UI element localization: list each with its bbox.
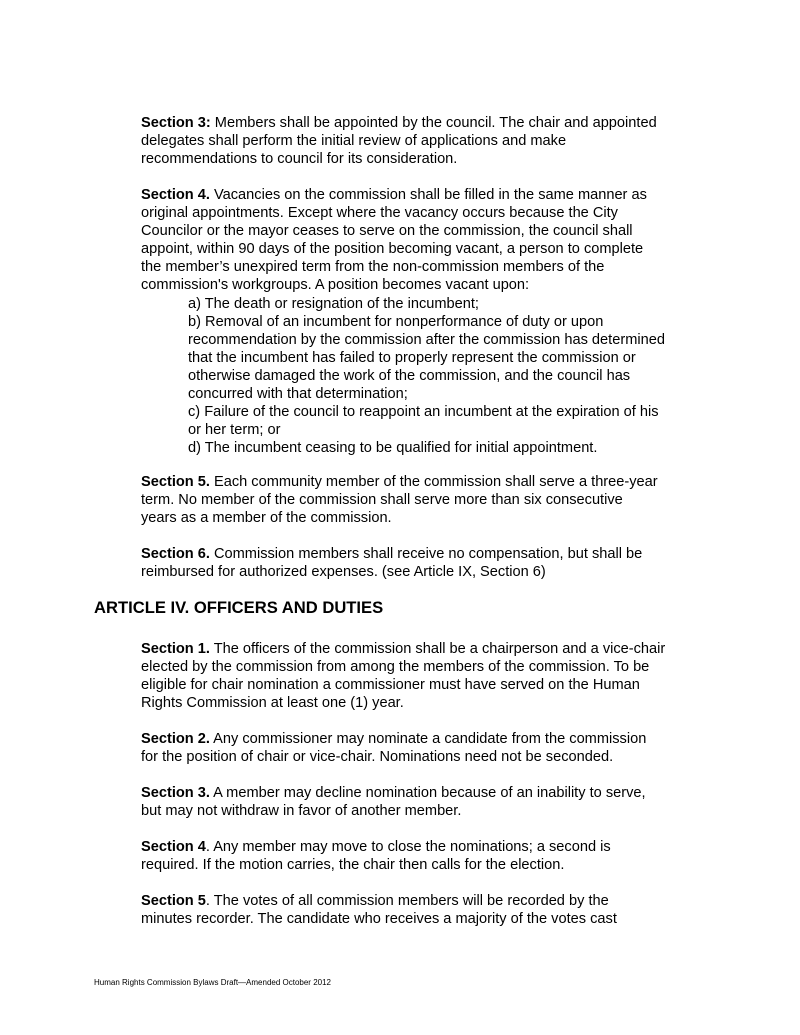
section-text: commission's workgroups. A position becomes vacant upon: bbox=[141, 277, 530, 294]
page-footer: Human Rights Commission Bylaws Draft—Amended October 2012 bbox=[94, 978, 331, 987]
section-text: delegates shall perform the initial review of applications and make bbox=[141, 133, 567, 150]
section-label: Section 5. bbox=[141, 474, 210, 490]
section-text: Vacancies on the commission shall be filled in the same manner as bbox=[209, 187, 647, 203]
article-4-section-1-officers bbox=[141, 640, 721, 712]
vacancy-list-item: b) Removal of an incumbent for nonperformance of duty or upon bbox=[188, 313, 604, 330]
section-text: original appointments. Except where the vacancy occurs because the City bbox=[141, 205, 618, 222]
vacancy-list-item: recommendation by the commission after the commission has determined bbox=[188, 331, 665, 348]
vacancy-list-item: c) Failure of the council to reappoint an incumbent at the expiration of his bbox=[188, 404, 659, 421]
section-text: minutes recorder. The candidate who receives a majority of the votes cast bbox=[141, 911, 617, 928]
article-4-section-4-close-nominations bbox=[141, 838, 721, 874]
section-text: Members shall be appointed by the council. The chair and appointed bbox=[210, 115, 657, 131]
vacancy-list-item: a) The death or resignation of the incumbent; bbox=[188, 295, 479, 312]
section-text: eligible for chair nomination a commissioner must have served on the Human bbox=[141, 677, 640, 694]
article-4-section-3-decline bbox=[141, 784, 721, 820]
section-text: years as a member of the commission. bbox=[141, 510, 392, 527]
section-label: Section 4. bbox=[141, 187, 210, 203]
section-text: the member’s unexpired term from the non-commission members of the bbox=[141, 259, 605, 276]
vacancy-list-item: that the incumbent has failed to properly represent the commission or bbox=[188, 349, 636, 366]
section-label: Section 3: bbox=[141, 115, 211, 131]
section-text: reimbursed for authorized expenses. (see Article IX, Section 6) bbox=[141, 564, 546, 581]
article-4-heading: ARTICLE IV. OFFICERS AND DUTIES bbox=[94, 598, 384, 617]
section-text: Any commissioner may nominate a candidate from the commission bbox=[209, 731, 647, 747]
section-label: Section 6. bbox=[141, 546, 210, 562]
section-text: Each community member of the commission shall serve a three-year bbox=[209, 474, 658, 490]
section-text: but may not withdraw in favor of another member. bbox=[141, 803, 462, 820]
vacancy-list-item: d) The incumbent ceasing to be qualified for initial appointment. bbox=[188, 440, 598, 457]
section-text: Rights Commission at least one (1) year. bbox=[141, 695, 404, 712]
section-3-appointments bbox=[141, 114, 721, 168]
section-text: appoint, within 90 days of the position becoming vacant, a person to complete bbox=[141, 241, 644, 258]
section-text: for the position of chair or vice-chair. Nominations need not be seconded. bbox=[141, 749, 614, 766]
article-4-section-2-nominations bbox=[141, 730, 721, 766]
section-6-compensation bbox=[141, 545, 721, 581]
section-text: The officers of the commission shall be a chairperson and a vice-chair bbox=[209, 641, 666, 657]
section-5-terms bbox=[141, 473, 721, 527]
section-text: term. No member of the commission shall serve more than six consecutive bbox=[141, 492, 623, 509]
section-text: . Any member may move to close the nominations; a second is bbox=[205, 839, 611, 855]
section-text: recommendations to council for its consideration. bbox=[141, 151, 458, 168]
article-4-section-5-votes bbox=[141, 892, 721, 928]
section-text: A member may decline nomination because of an inability to serve, bbox=[209, 785, 646, 801]
section-label: Section 5 bbox=[141, 893, 206, 909]
section-label: Section 4 bbox=[141, 839, 206, 855]
section-label: Section 3. bbox=[141, 785, 210, 801]
section-text: . The votes of all commission members will be recorded by the bbox=[205, 893, 609, 909]
section-text: Commission members shall receive no compensation, but shall be bbox=[209, 546, 643, 562]
section-text: required. If the motion carries, the chair then calls for the election. bbox=[141, 857, 565, 874]
section-4-vacancies bbox=[141, 186, 721, 457]
vacancy-list-item: concurred with that determination; bbox=[188, 386, 408, 403]
vacancy-list-item: otherwise damaged the work of the commission, and the council has bbox=[188, 367, 631, 384]
section-label: Section 2. bbox=[141, 731, 210, 747]
section-label: Section 1. bbox=[141, 641, 210, 657]
section-text: elected by the commission from among the members of the commission. To be bbox=[141, 659, 650, 676]
vacancy-list-item: or her term; or bbox=[188, 422, 281, 439]
section-text: Councilor or the mayor ceases to serve on the commission, the council shall bbox=[141, 223, 633, 240]
